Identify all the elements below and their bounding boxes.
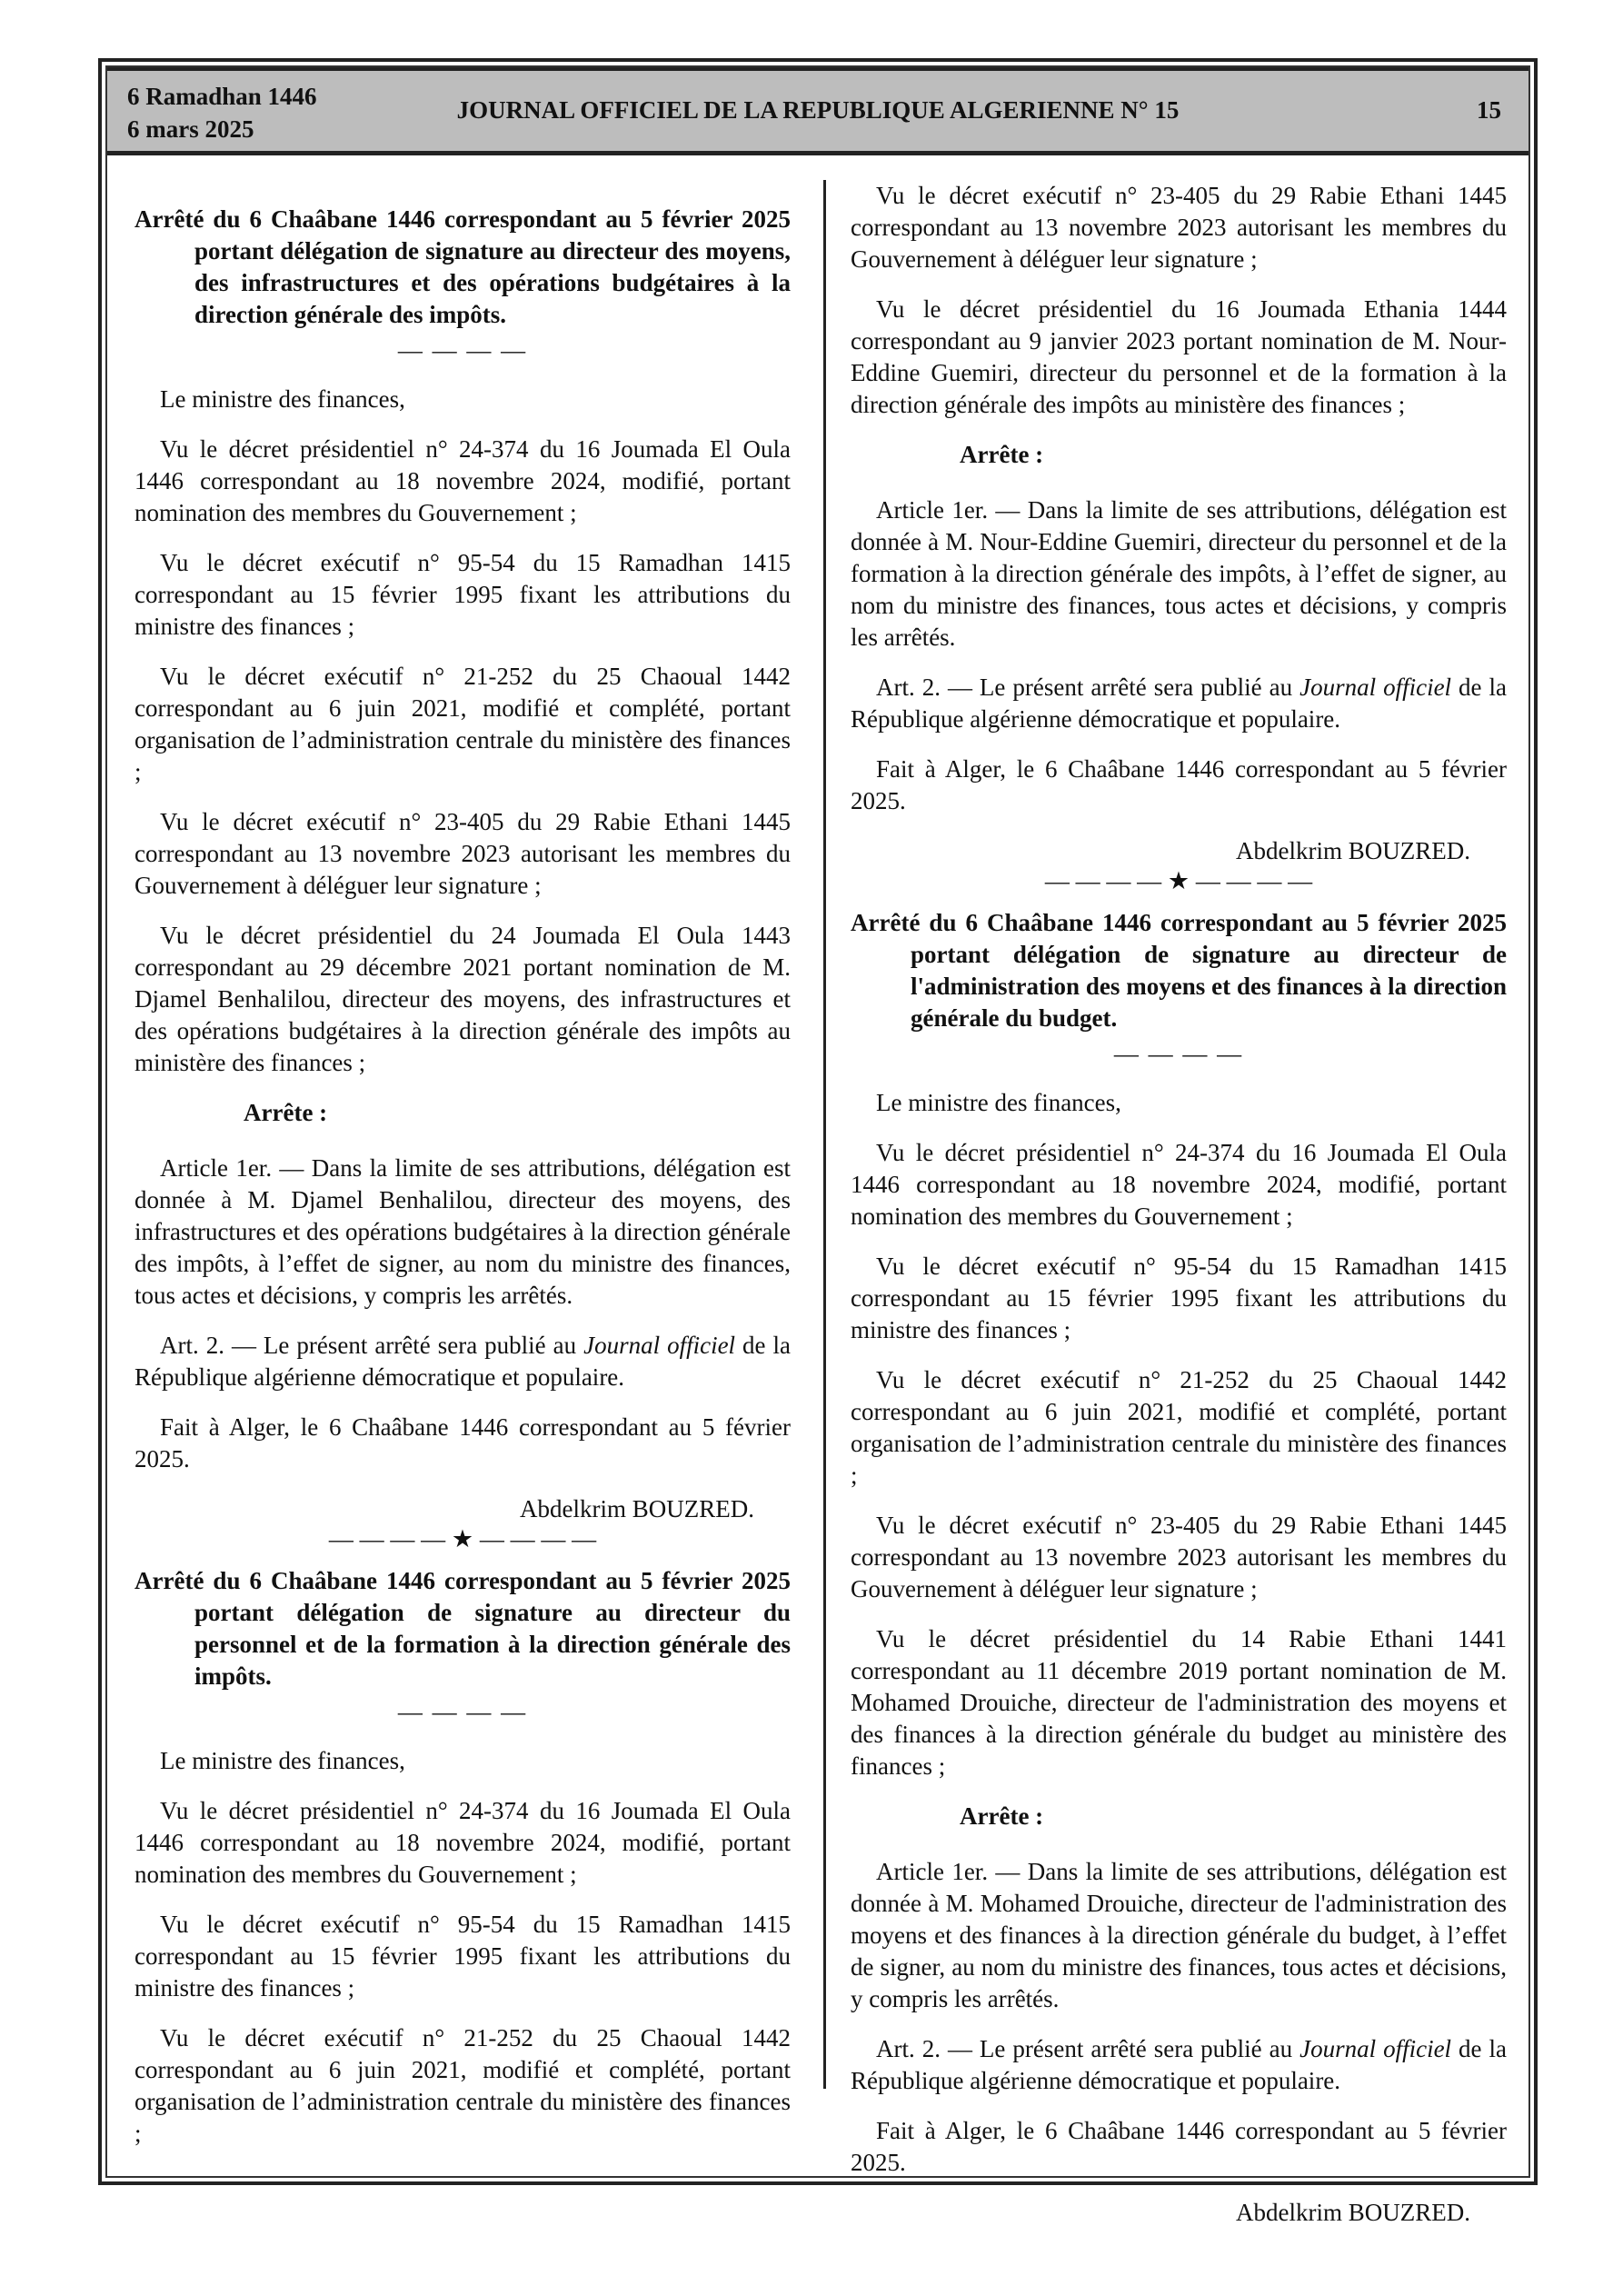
text: Vu le décret présidentiel n° 24-374 du 16 Joumada El Oula 1446 correspondant au 18 novembre 2024, modifié, portant nomination des membres du Gouvernement ; [134,1797,791,1888]
paragraph [851,294,1507,421]
text: Arrêté du 6 Chaâbane 1446 correspondant au 5 février 2025 portant délégation de signature au directeur de l'administration des moyens et des finances à la direction générale du budget. [851,909,1507,1032]
paragraph [134,1412,791,1475]
paragraph [134,384,791,415]
left-column [134,204,791,2168]
text: de la République algérienne démocratique et populaire. [134,1332,791,1391]
page-frame [98,58,1538,2226]
paragraph [134,920,791,1079]
text: Vu le décret exécutif n° 23-405 du 29 Rabie Ethani 1445 correspondant au 13 novembre 2023 autorisant les membres du Gouvernement à déléguer leur signature ; [851,182,1507,273]
paragraph [134,434,791,529]
arrete-heading [851,439,1507,471]
text: Arrête : [960,441,1044,468]
column-divider [823,180,826,2089]
text: Article 1er. — Dans la limite de ses attributions, délégation est donnée à M. Djamel Benhalilou, directeur des moyens, des infrastructures et des opérations budgétaires à la direction générale des impôts, à l’effet de signer, au nom du ministre des finances, tous actes et décisions, y compris les arrêtés. [134,1154,791,1309]
text: Art. 2. — Le présent arrêté sera publié au [876,2035,1300,2062]
decree-title [134,204,791,331]
decree-title [134,1565,791,1692]
page-number: 15 [1477,96,1501,124]
journal-header [107,67,1528,155]
paragraph [134,547,791,643]
text: Arrête : [244,1099,328,1126]
text: Article 1er. — Dans la limite de ses attributions, délégation est donnée à M. Nour-Eddine Guemiri, directeur du personnel et de la formation à la direction générale des impôts, à l’effet de signer, au nom du ministre des finances, tous actes et décisions, y compris les arrêtés. [851,496,1507,651]
text: Vu le décret présidentiel du 24 Joumada El Oula 1443 correspondant au 29 décembre 2021 portant nomination de M. Djamel Benhalilou, directeur des moyens, des infrastructures et des opérations budgétaires à la direction générale des impôts au ministère des finances ; [134,922,791,1076]
paragraph [851,672,1507,735]
paragraph [851,1137,1507,1233]
text: de la République algérienne démocratique et populaire. [851,674,1507,733]
text: Fait à Alger, le 6 Chaâbane 1446 correspondant au 5 février 2025. [851,755,1507,814]
text: Arrêté du 6 Chaâbane 1446 correspondant au 5 février 2025 portant délégation de signature au directeur du personnel et de la formation à la direction générale des impôts. [134,1567,791,1690]
text: Arrêté du 6 Chaâbane 1446 correspondant au 5 février 2025 portant délégation de signature au directeur des moyens, des infrastructures et des opérations budgétaires à la direction générale des impôts. [134,205,791,328]
star-separator [134,1525,791,1552]
paragraph [134,1153,791,1312]
paragraph [134,1909,791,2004]
signature [851,835,1507,867]
text: Vu le décret exécutif n° 21-252 du 25 Chaoual 1442 correspondant au 6 juin 2021, modifié et complété, portant organisation de l’administration centrale du ministère des finances ; [851,1366,1507,1489]
star-separator [851,867,1507,894]
paragraph [134,661,791,788]
paragraph [134,1330,791,1393]
text: — — — — [397,1698,528,1725]
gregorian-date: 6 mars 2025 [127,115,254,143]
signature [134,1493,791,1525]
text: Vu le décret exécutif n° 95-54 du 15 Ramadhan 1415 correspondant au 15 février 1995 fixant les attributions du ministre des finances ; [851,1253,1507,1343]
separator [851,1040,1507,1067]
paragraph [851,754,1507,817]
text: Art. 2. — Le présent arrêté sera publié au [160,1332,584,1359]
arrete-heading [134,1097,791,1129]
paragraph [134,1745,791,1777]
text: Vu le décret exécutif n° 21-252 du 25 Chaoual 1442 correspondant au 6 juin 2021, modifié et complété, portant organisation de l’administration centrale du ministère des finances ; [134,2024,791,2147]
separator [134,336,791,364]
text: Le ministre des finances, [876,1089,1121,1116]
paragraph [851,1087,1507,1119]
text: Vu le décret présidentiel n° 24-374 du 16 Joumada El Oula 1446 correspondant au 18 novembre 2024, modifié, portant nomination des membres du Gouvernement ; [851,1139,1507,1230]
arrete-heading [851,1801,1507,1832]
paragraph [851,2033,1507,2097]
paragraph [851,1856,1507,2015]
paragraph [851,1251,1507,1346]
text: de la République algérienne démocratique et populaire. [851,2035,1507,2094]
paragraph [851,1510,1507,1605]
paragraph [851,2115,1507,2179]
page-inner-border [105,65,1530,2226]
text: Vu le décret exécutif n° 21-252 du 25 Chaoual 1442 correspondant au 6 juin 2021, modifié et complété, portant organisation de l’administration centrale du ministère des finances ; [134,663,791,785]
text: Abdelkrim BOUZRED. [1236,2199,1470,2226]
text: Vu le décret exécutif n° 23-405 du 29 Rabie Ethani 1445 correspondant au 13 novembre 2023 autorisant les membres du Gouvernement à déléguer leur signature ; [851,1512,1507,1602]
paragraph [851,494,1507,654]
text: Le ministre des finances, [160,385,405,413]
paragraph [851,1364,1507,1492]
journal-officiel-italic: Journal officiel [583,1332,736,1359]
hijri-date: 6 Ramadhan 1446 [127,83,317,110]
text: — — — — ★ — — — — [328,1525,597,1552]
decree-title [851,907,1507,1034]
text: Fait à Alger, le 6 Chaâbane 1446 correspondant au 5 février 2025. [134,1413,791,1472]
paragraph [134,2022,791,2150]
text: Vu le décret présidentiel du 16 Joumada Ethania 1444 correspondant au 9 janvier 2023 portant nomination de M. Nour-Eddine Guemiri, directeur du personnel et de la formation à la direction générale des impôts au ministère des finances ; [851,295,1507,418]
journal-title: JOURNAL OFFICIEL DE LA REPUBLIQUE ALGERIENNE N° 15 [456,96,1180,124]
signature [851,2197,1507,2229]
text: Article 1er. — Dans la limite de ses attributions, délégation est donnée à M. Mohamed Drouiche, directeur de l'administration des moyens et des finances à la direction générale du budget, à l’effet de signer, au nom du ministre des finances, tous actes et décisions, y compris les arrêtés. [851,1858,1507,2012]
text: Vu le décret exécutif n° 23-405 du 29 Rabie Ethani 1445 correspondant au 13 novembre 2023 autorisant les membres du Gouvernement à déléguer leur signature ; [134,808,791,899]
text: Abdelkrim BOUZRED. [1236,837,1470,864]
text: Vu le décret exécutif n° 95-54 du 15 Ramadhan 1415 correspondant au 15 février 1995 fixant les attributions du ministre des finances ; [134,1911,791,2002]
text: Vu le décret présidentiel n° 24-374 du 16 Joumada El Oula 1446 correspondant au 18 novembre 2024, modifié, portant nomination des membres du Gouvernement ; [134,435,791,526]
text: — — — — ★ — — — — [1044,867,1313,894]
journal-officiel-italic: Journal officiel [1299,2035,1452,2062]
text: — — — — [397,336,528,364]
right-column [851,180,1507,2229]
paragraph [851,180,1507,275]
text: Le ministre des finances, [160,1747,405,1774]
text: Fait à Alger, le 6 Chaâbane 1446 correspondant au 5 février 2025. [851,2117,1507,2176]
text: Vu le décret présidentiel du 14 Rabie Ethani 1441 correspondant au 11 décembre 2019 portant nomination de M. Mohamed Drouiche, directeur de l'administration des moyens et des finances à la direction générale du budget au ministère des finances ; [851,1625,1507,1780]
text: Arrête : [960,1802,1044,1830]
text: Vu le décret exécutif n° 95-54 du 15 Ramadhan 1415 correspondant au 15 février 1995 fixant les attributions du ministre des finances ; [134,549,791,640]
paragraph [851,1623,1507,1782]
journal-officiel-italic: Journal officiel [1299,674,1452,701]
text: — — — — [1113,1040,1244,1067]
text: Art. 2. — Le présent arrêté sera publié au [876,674,1300,701]
paragraph [134,1795,791,1891]
text: Abdelkrim BOUZRED. [520,1495,754,1522]
separator [134,1698,791,1725]
paragraph [134,806,791,902]
